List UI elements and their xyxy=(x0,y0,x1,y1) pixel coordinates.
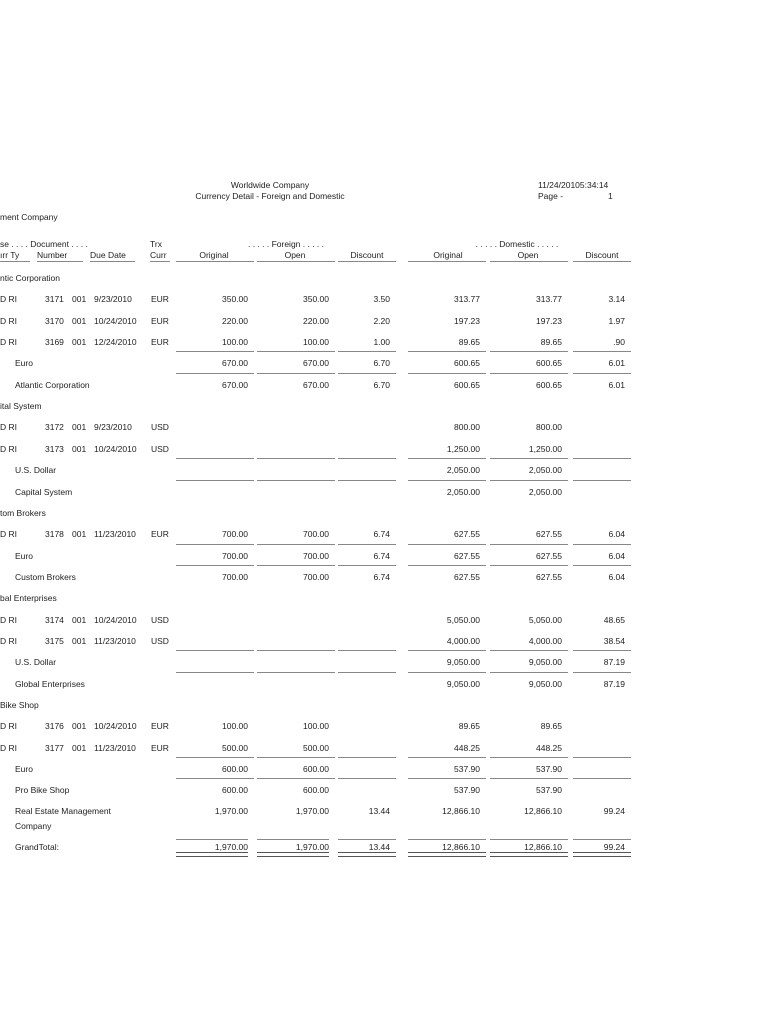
subtotal-do: 627.55 xyxy=(454,551,480,561)
subtotal-fd: 6.70 xyxy=(373,358,390,368)
amount-do: 448.25 xyxy=(454,743,480,753)
grand-total-d-original: 12,866.10 xyxy=(442,842,480,852)
total-rule xyxy=(338,544,396,545)
doc-type: D RI xyxy=(0,316,17,326)
total-rule xyxy=(573,778,631,779)
col-f-discount: Discount xyxy=(350,250,384,260)
total-rule xyxy=(573,565,631,566)
subtotal-dop: 2,050.00 xyxy=(528,465,562,475)
total-rule xyxy=(490,650,568,651)
total-rule xyxy=(257,458,335,459)
subtotal-do: 537.90 xyxy=(454,764,480,774)
total-dop: 537.90 xyxy=(536,785,562,795)
total-rule xyxy=(573,458,631,459)
amount-dop: 448.25 xyxy=(536,743,562,753)
grand-total-d-discount: 99.24 xyxy=(603,842,625,852)
subtotal-fop: 700.00 xyxy=(303,551,329,561)
total-rule xyxy=(573,672,631,673)
amount-do: 89.65 xyxy=(458,721,480,731)
doc-type: D RI xyxy=(0,721,17,731)
col-domestic-group: . . . . . Domestic . . . . . xyxy=(475,239,559,249)
amount-dd: 38.54 xyxy=(603,636,625,646)
total-dop: 9,050.00 xyxy=(528,679,562,689)
trx-currency: USD xyxy=(151,615,169,625)
doc-number: 3170 xyxy=(45,316,64,326)
total-rule xyxy=(490,565,568,566)
doc-number: 3177 xyxy=(45,743,64,753)
subtotal-fo: 670.00 xyxy=(222,358,248,368)
amount-fop: 350.00 xyxy=(303,294,329,304)
total-dd: 6.04 xyxy=(608,572,625,582)
total-rule xyxy=(257,351,335,352)
amount-do: 89.65 xyxy=(458,337,480,347)
total-rule xyxy=(257,672,335,673)
amount-dop: 800.00 xyxy=(536,422,562,432)
due-date: 10/24/2010 xyxy=(94,615,137,625)
subtotal-dop: 537.90 xyxy=(536,764,562,774)
company-total-d-discount: 99.24 xyxy=(603,806,625,816)
grand-total-d-open: 12,866.10 xyxy=(524,842,562,852)
customer-total-label: Capital System xyxy=(15,487,73,497)
total-fop: 600.00 xyxy=(303,785,329,795)
total-rule xyxy=(573,650,631,651)
heading-underline xyxy=(408,261,486,262)
page-number: 1 xyxy=(608,191,613,201)
total-rule xyxy=(408,458,486,459)
report-title: Currency Detail - Foreign and Domestic xyxy=(195,191,345,201)
trx-currency: EUR xyxy=(151,337,169,347)
trx-currency: USD xyxy=(151,444,169,454)
subtotal-dop: 9,050.00 xyxy=(528,657,562,667)
customer-total-label: Custom Brokers xyxy=(15,572,76,582)
total-rule xyxy=(408,373,486,374)
heading-underline xyxy=(490,261,568,262)
total-rule xyxy=(408,480,486,481)
company-total-f-open: 1,970.00 xyxy=(295,806,329,816)
total-rule xyxy=(176,650,254,651)
amount-fop: 500.00 xyxy=(303,743,329,753)
heading-underline xyxy=(150,261,170,262)
total-rule xyxy=(257,373,335,374)
doc-type: D RI xyxy=(0,636,17,646)
amount-dd: 1.97 xyxy=(608,316,625,326)
grand-total-rule xyxy=(408,839,486,840)
due-date: 11/23/2010 xyxy=(94,636,136,646)
col-d-open: Open xyxy=(517,250,539,260)
subtotal-do: 2,050.00 xyxy=(446,465,480,475)
grand-total-rule xyxy=(573,839,631,840)
report-datetime: 11/24/20105:34:14 xyxy=(538,180,609,190)
total-rule xyxy=(338,373,396,374)
trx-currency: EUR xyxy=(151,529,169,539)
total-rule xyxy=(338,650,396,651)
subtotal-fo: 600.00 xyxy=(222,764,248,774)
total-rule xyxy=(490,672,568,673)
grand-total-rule xyxy=(338,839,396,840)
heading-underline xyxy=(0,261,30,262)
customer-name: Bike Shop xyxy=(0,700,39,710)
grand-total-label: GrandTotal: xyxy=(15,842,59,852)
amount-dop: 89.65 xyxy=(540,721,562,731)
subtotal-fo: 700.00 xyxy=(222,551,248,561)
col-trx: Trx xyxy=(150,239,162,249)
grand-total-rule xyxy=(176,839,248,840)
amount-fo: 220.00 xyxy=(222,316,248,326)
total-fd: 6.74 xyxy=(373,572,390,582)
col-due-date: Due Date xyxy=(90,250,126,260)
page-label: Page - xyxy=(538,191,564,201)
company-name: Worldwide Company xyxy=(230,180,310,190)
amount-fd: 2.20 xyxy=(373,316,390,326)
col-curr: Curr xyxy=(150,250,167,260)
total-rule xyxy=(573,757,631,758)
amount-dd: 48.65 xyxy=(603,615,625,625)
total-rule xyxy=(490,544,568,545)
company-total-d-open: 12,866.10 xyxy=(524,806,562,816)
total-rule xyxy=(257,778,335,779)
amount-fop: 100.00 xyxy=(303,721,329,731)
total-rule xyxy=(257,480,335,481)
doc-type: D RI xyxy=(0,294,17,304)
total-do: 627.55 xyxy=(454,572,480,582)
subtotal-dd: 87.19 xyxy=(603,657,625,667)
doc-type: D RI xyxy=(0,529,17,539)
amount-fop: 220.00 xyxy=(303,316,329,326)
amount-fd: 6.74 xyxy=(373,529,390,539)
total-rule xyxy=(176,544,254,545)
grand-total-f-discount: 13.44 xyxy=(368,842,390,852)
amount-dop: 1,250.00 xyxy=(528,444,562,454)
amount-do: 5,050.00 xyxy=(446,615,480,625)
total-rule xyxy=(176,565,254,566)
due-date: 9/23/2010 xyxy=(94,294,132,304)
total-fo: 600.00 xyxy=(222,785,248,795)
total-rule xyxy=(338,672,396,673)
trx-currency: EUR xyxy=(151,294,169,304)
total-dd: 6.01 xyxy=(608,380,625,390)
grand-total-rule xyxy=(257,839,329,840)
doc-type: D RI xyxy=(0,337,17,347)
total-rule xyxy=(257,565,335,566)
company-total-f-discount: 13.44 xyxy=(368,806,390,816)
subtotal-dd: 6.04 xyxy=(608,551,625,561)
trx-currency: EUR xyxy=(151,721,169,731)
doc-seq: 001 xyxy=(72,422,87,432)
amount-dop: 313.77 xyxy=(536,294,562,304)
doc-number: 3174 xyxy=(45,615,64,625)
amount-dop: 89.65 xyxy=(540,337,562,347)
total-dop: 2,050.00 xyxy=(528,487,562,497)
doc-seq: 001 xyxy=(72,444,87,454)
amount-do: 4,000.00 xyxy=(446,636,480,646)
amount-fo: 100.00 xyxy=(222,721,248,731)
total-rule xyxy=(573,351,631,352)
doc-type: D RI xyxy=(0,444,17,454)
subtotal-fop: 670.00 xyxy=(303,358,329,368)
subtotal-do: 600.65 xyxy=(454,358,480,368)
col-d-discount: Discount xyxy=(585,250,619,260)
doc-type: D RI xyxy=(0,743,17,753)
heading-underline xyxy=(257,261,335,262)
amount-do: 197.23 xyxy=(454,316,480,326)
total-rule xyxy=(176,458,254,459)
col-f-original: Original xyxy=(199,250,229,260)
doc-seq: 001 xyxy=(72,316,87,326)
total-fd: 6.70 xyxy=(373,380,390,390)
total-rule xyxy=(338,458,396,459)
amount-dd: .90 xyxy=(613,337,625,347)
doc-type: D RI xyxy=(0,615,17,625)
amount-fo: 700.00 xyxy=(222,529,248,539)
heading-underline xyxy=(37,261,83,262)
total-rule xyxy=(573,480,631,481)
due-date: 10/24/2010 xyxy=(94,444,137,454)
amount-fo: 500.00 xyxy=(222,743,248,753)
total-rule xyxy=(338,565,396,566)
company-total-f-original: 1,970.00 xyxy=(214,806,248,816)
currency-subtotal-label: Euro xyxy=(15,551,33,561)
company-total-label: Real Estate Management xyxy=(15,806,111,816)
total-rule xyxy=(176,373,254,374)
doc-seq: 001 xyxy=(72,337,87,347)
total-rule xyxy=(408,650,486,651)
total-rule xyxy=(490,373,568,374)
total-rule xyxy=(408,672,486,673)
total-fo: 670.00 xyxy=(222,380,248,390)
doc-number: 3176 xyxy=(45,721,64,731)
doc-seq: 001 xyxy=(72,529,87,539)
customer-total-label: Atlantic Corporation xyxy=(15,380,90,390)
total-rule xyxy=(408,544,486,545)
total-do: 537.90 xyxy=(454,785,480,795)
amount-fd: 3.50 xyxy=(373,294,390,304)
total-rule xyxy=(573,544,631,545)
subtotal-dd: 6.01 xyxy=(608,358,625,368)
subtotal-do: 9,050.00 xyxy=(446,657,480,667)
amount-do: 313.77 xyxy=(454,294,480,304)
heading-underline xyxy=(176,261,254,262)
amount-do: 1,250.00 xyxy=(446,444,480,454)
amount-dop: 5,050.00 xyxy=(528,615,562,625)
col-doc-type: ırr Ty xyxy=(0,250,20,260)
amount-fo: 350.00 xyxy=(222,294,248,304)
col-d-original: Original xyxy=(433,250,463,260)
doc-type: D RI xyxy=(0,422,17,432)
group-title: ment Company xyxy=(0,212,58,222)
total-rule xyxy=(490,458,568,459)
total-dop: 600.65 xyxy=(536,380,562,390)
trx-currency: USD xyxy=(151,636,169,646)
subtotal-fd: 6.74 xyxy=(373,551,390,561)
grand-total-rule xyxy=(490,839,568,840)
total-rule xyxy=(573,373,631,374)
grand-total-double-rule xyxy=(257,852,329,857)
total-rule xyxy=(408,778,486,779)
total-rule xyxy=(490,480,568,481)
customer-name: ital System xyxy=(0,401,42,411)
total-do: 600.65 xyxy=(454,380,480,390)
col-foreign-group: . . . . . Foreign . . . . . xyxy=(247,239,325,249)
doc-number: 3172 xyxy=(45,422,64,432)
due-date: 10/24/2010 xyxy=(94,316,137,326)
doc-seq: 001 xyxy=(72,636,87,646)
total-fo: 700.00 xyxy=(222,572,248,582)
due-date: 10/24/2010 xyxy=(94,721,137,731)
total-rule xyxy=(257,650,335,651)
total-rule xyxy=(176,480,254,481)
doc-seq: 001 xyxy=(72,294,87,304)
customer-name: tom Brokers xyxy=(0,508,46,518)
doc-number: 3169 xyxy=(45,337,64,347)
grand-total-f-original: 1,970.00 xyxy=(214,842,248,852)
company-total-label-2: Company xyxy=(15,821,52,831)
total-do: 9,050.00 xyxy=(446,679,480,689)
currency-subtotal-label: U.S. Dollar xyxy=(15,465,57,475)
total-fop: 670.00 xyxy=(303,380,329,390)
total-rule xyxy=(176,757,254,758)
amount-dop: 4,000.00 xyxy=(528,636,562,646)
amount-fd: 1.00 xyxy=(373,337,390,347)
total-fop: 700.00 xyxy=(303,572,329,582)
amount-fop: 700.00 xyxy=(303,529,329,539)
currency-subtotal-label: Euro xyxy=(15,764,33,774)
due-date: 11/23/2010 xyxy=(94,743,136,753)
total-rule xyxy=(408,565,486,566)
grand-total-double-rule xyxy=(490,852,568,857)
total-rule xyxy=(490,778,568,779)
amount-do: 800.00 xyxy=(454,422,480,432)
customer-total-label: Global Enterprises xyxy=(15,679,85,689)
grand-total-double-rule xyxy=(573,852,631,857)
total-rule xyxy=(257,757,335,758)
grand-total-f-open: 1,970.00 xyxy=(295,842,329,852)
due-date: 11/23/2010 xyxy=(94,529,136,539)
doc-seq: 001 xyxy=(72,721,87,731)
subtotal-fop: 600.00 xyxy=(303,764,329,774)
doc-seq: 001 xyxy=(72,615,87,625)
grand-total-double-rule xyxy=(176,852,248,857)
customer-total-label: Pro Bike Shop xyxy=(15,785,70,795)
col-f-open: Open xyxy=(284,250,306,260)
currency-subtotal-label: Euro xyxy=(15,358,33,368)
customer-name: bal Enterprises xyxy=(0,593,57,603)
subtotal-dop: 627.55 xyxy=(536,551,562,561)
due-date: 12/24/2010 xyxy=(94,337,137,347)
col-doc-top: se . . . . Document . . . . xyxy=(0,239,88,249)
subtotal-dop: 600.65 xyxy=(536,358,562,368)
total-rule xyxy=(257,544,335,545)
heading-underline xyxy=(338,261,396,262)
total-rule xyxy=(176,351,254,352)
amount-dd: 6.04 xyxy=(608,529,625,539)
col-number: Number xyxy=(37,250,68,260)
heading-underline xyxy=(573,261,631,262)
total-rule xyxy=(490,757,568,758)
total-do: 2,050.00 xyxy=(446,487,480,497)
doc-number: 3171 xyxy=(45,294,64,304)
grand-total-double-rule xyxy=(338,852,396,857)
total-rule xyxy=(338,778,396,779)
doc-number: 3178 xyxy=(45,529,64,539)
total-dd: 87.19 xyxy=(603,679,625,689)
amount-dop: 627.55 xyxy=(536,529,562,539)
amount-dop: 197.23 xyxy=(536,316,562,326)
total-rule xyxy=(490,351,568,352)
amount-do: 627.55 xyxy=(454,529,480,539)
trx-currency: USD xyxy=(151,422,169,432)
company-total-d-original: 12,866.10 xyxy=(442,806,480,816)
currency-subtotal-label: U.S. Dollar xyxy=(15,657,57,667)
amount-fop: 100.00 xyxy=(303,337,329,347)
trx-currency: EUR xyxy=(151,316,169,326)
total-rule xyxy=(176,778,254,779)
trx-currency: EUR xyxy=(151,743,169,753)
amount-fo: 100.00 xyxy=(222,337,248,347)
heading-underline xyxy=(90,261,135,262)
total-dop: 627.55 xyxy=(536,572,562,582)
doc-number: 3175 xyxy=(45,636,64,646)
doc-number: 3173 xyxy=(45,444,64,454)
total-rule xyxy=(338,480,396,481)
total-rule xyxy=(338,757,396,758)
grand-total-double-rule xyxy=(408,852,486,857)
customer-name: ntic Corporation xyxy=(0,273,61,283)
total-rule xyxy=(408,757,486,758)
amount-dd: 3.14 xyxy=(608,294,625,304)
total-rule xyxy=(176,672,254,673)
total-rule xyxy=(408,351,486,352)
doc-seq: 001 xyxy=(72,743,87,753)
due-date: 9/23/2010 xyxy=(94,422,132,432)
total-rule xyxy=(338,351,396,352)
